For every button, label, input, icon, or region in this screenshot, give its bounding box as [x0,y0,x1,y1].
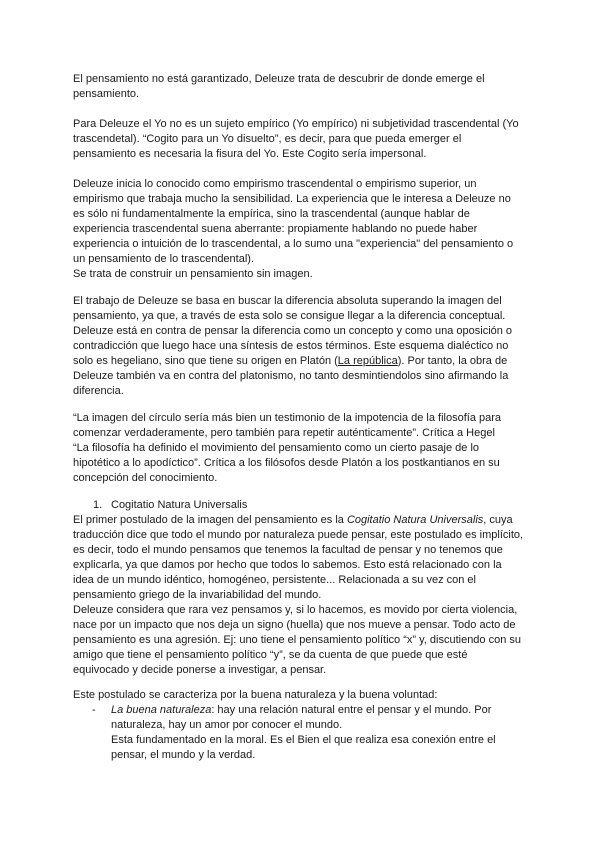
text-line: nace por un impacto que nos deja un signo (huella) que nos mueve a pensar. Todo acto de [73,619,516,631]
italic-term: La buena naturaleza [111,704,212,716]
text-fragment: El primer postulado de la imagen del pensamiento es la [73,514,347,526]
text-line: “La imagen del círculo sería más bien un testimonio de la impotencia de la filosofía para [73,412,502,424]
text-line [111,703,531,718]
section-heading: Cogitatio Natura Universalis [111,499,248,511]
text-line: contradicción que luego hace una síntesis de estos términos. Este esquema dialéctico no [73,340,509,352]
text-line: Deleuze inicia lo conocido como empirismo trascendental o empirismo superior, un [73,178,477,190]
text-line: pensamiento griego de la invariabilidad del mundo. [73,589,322,601]
paragraph-postulado [73,513,533,678]
text-line: Deleuze también va en contra del platonismo, no tanto desmintiendolos sino afirmando la [73,370,509,382]
text-line: explicarla, ya que damos por hecho que todos lo sabemos. Esto está relacionado con la [73,559,502,571]
text-fragment: ). Por tanto, la obra de [397,355,508,367]
text-fragment: solo es hegeliano, sino que tiene su origen en Platón ( [73,355,338,367]
italic-term: Cogitatio Natura Universalis [346,514,484,526]
bullet-dash: - [92,704,96,716]
text-line: empirismo que trabaja mucho la sensibilidad. La experiencia que le interesa a Deleuze no [73,193,511,205]
text-line: Esta fundamentado en la moral. Es el Bien el que realiza esa conexión entre el [111,734,496,746]
text-line: pensamiento es necesaria la fisura del Yo. Este Cogito sería impersonal. [73,148,427,160]
text-line [73,513,533,528]
text-line: naturaleza, hay un amor por conocer el mundo. [111,719,343,731]
text-line: equivocado y decide ponerse a investigar, a pensar. [73,664,327,676]
text-line: traducción dice que todo el mundo por naturaleza puede pensar, este postulado es implícito, [73,529,524,541]
text-line: Para Deleuze el Yo no es un sujeto empírico (Yo empírico) ni subjetividad trascendental (Yo [73,118,519,130]
text-line: Deleuze considera que rara vez pensamos y, si lo hacemos, es movido por cierta violencia, [73,604,518,616]
text-line: pensar, el mundo y la verdad. [111,749,256,761]
text-line: experiencia trascendental suena aberrante: propiamente hablando no puede haber [73,223,478,235]
text-line: Se trata de construir un pensamiento sin imagen. [73,268,313,280]
text-line: amigo que tiene el pensamiento político “y”, se da cuenta de que puede que esté [73,649,468,661]
la-republica-link[interactable]: La república [337,355,398,367]
text-line: un pensamiento de lo trascendental). [73,253,255,265]
text-line: experiencia o intuición de lo trascendental, a lo sumo una "experiencia" del pensamiento o [73,238,514,250]
text-line: “La filosofía ha definido el movimiento del pensamiento como un cierto pasaje de lo [73,442,480,454]
text-line: Este postulado se caracteriza por la buena naturaleza y la buena voluntad: [73,689,438,701]
text-line: es decir, todo el mundo pensamos que tenemos la facultad de pensar y no tenemos que [73,544,503,556]
text-line: concepción del conocimiento. [73,472,218,484]
paragraph-caracteriza [73,688,533,703]
text-fragment: : hay una relación natural entre el pensar y el mundo. Por [211,704,492,716]
text-line: Deleuze está en contra de pensar la diferencia como un concepto y como una oposición o [73,325,513,337]
text-line: hipotético a lo apodíctico”. Crítica a los filósofos desde Platón a los postkantianos en su [73,457,500,469]
text-line: comenzar verdaderamente, pero también para repetir auténticamente”. Crítica a Hegel [73,427,495,439]
text-line: El trabajo de Deleuze se basa en buscar la diferencia absoluta superando la imagen del [73,295,502,307]
list-number: 1. [93,499,103,511]
text-line: es sólo ni fundamentalmente la empírica, sino la trascendental (aunque hablar de [73,208,470,220]
text-line: idea de un mundo idéntico, homogéneo, persistente... Relacionada a su vez con el [73,574,476,586]
paragraph-citas [73,411,533,486]
text-line: pensamiento, ya que, a través de esta solo se consigue llegar a la diferencia conceptual. [73,310,506,322]
text-line [73,354,533,369]
text-line: pensamiento es una agresión. Ej: uno tiene el pensamiento político “x” y, discutiendo con su [73,634,522,646]
bullet-item [111,703,531,763]
paragraph-empirismo [73,177,533,282]
paragraph-yo [73,117,533,162]
text-line: El pensamiento no está garantizado, Deleuze trata de descubrir de donde emerge el [73,73,485,85]
text-fragment: , cuya [483,514,513,526]
paragraph-intro [73,72,533,102]
text-line: diferencia. [73,385,124,397]
text-line: pensamiento. [73,88,140,100]
paragraph-diferencia [73,294,533,399]
text-line: trascendetal). “Cogito para un Yo disuelto”, es decir, para que pueda emerger el [73,133,462,145]
